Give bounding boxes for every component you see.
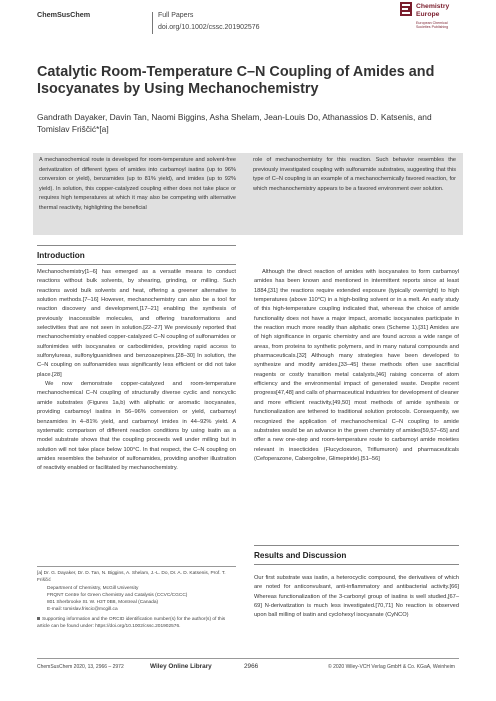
intro-rule-top: [37, 245, 236, 246]
article-type: Full Papers: [158, 12, 194, 19]
footnote-department: Department of Chemistry, McGill University: [47, 585, 139, 591]
article-doi-link[interactable]: doi.org/10.1002/cssc.201902576: [158, 24, 260, 31]
footnote-rule: [37, 566, 236, 567]
introduction-heading: Introduction: [37, 251, 85, 260]
chemistry-europe-logo-icon: [400, 2, 412, 16]
abstract-left-column: A mechanochemical route is developed for room-temperature and solvent-free derivatization of different types of amides into carbamoyl isatins (up to 96% conversion or yield), benzamides (up to 81% yield), and imides (up to 92% yield). In solution, this copper-catalyzed coupling either does not take place or requires high temperatures at which it may also be competing with alternative thermal reactivity, highlighting the beneficial: [39, 157, 236, 211]
left-body-column: [37, 268, 236, 474]
footer-copyright: © 2020 Wiley-VCH Verlag GmbH & Co. KGaA, Weinheim: [328, 664, 455, 670]
paper-title: Catalytic Room-Temperature C–N Coupling of Amides and Isocyanates by Using Mechanochemistry: [37, 64, 435, 97]
supporting-info-icon: [37, 617, 40, 620]
supporting-info-text[interactable]: Supporting information and the ORCID identification number(s) for the author(s) of this article can be found under: https://doi.org/10.1002/cssc.201902576.: [37, 616, 226, 630]
logo-title-line2: Europe: [416, 10, 440, 18]
footer-rule: [37, 658, 459, 659]
intro-rule-bottom: [37, 264, 236, 265]
intro-paragraph-1: Mechanochemistry[1–6] has emerged as a versatile means to conduct reactions without bulk solvents, by shearing, grinding, or milling. Such reactions avoid bulk solvents and heat, offering a greener alternative to solution methods.[7–16] However, mechanochemistry can also be a tool for reaction discovery and development,[17–21] enabling the synthesis of previously inaccessible molecules, and offering transformations and selectivities that are not seen in solution.[22–27] We previously reported that mechanochemistry enabled copper-catalyzed C–N coupling of sulfonamides or sulfonimides with isocyanates or carbodiimides, providing rapid access to sulfonylureas, sulfonylguanidines and benzoazepines.[28–30] In solution, the C–N coupling on sulfonamides was significantly less efficient or did not take place.[28]: [37, 269, 236, 378]
footnote-address: 801 Sherbrooke St. W. H3T 0B8, Montreal (Canada): [47, 600, 159, 606]
right-body-column: [254, 268, 459, 464]
footnote-email[interactable]: E-mail: tomislav.friscic@mcgill.ca: [47, 607, 118, 613]
header-divider: [152, 12, 153, 34]
logo-title-line1: Chemistry: [416, 3, 450, 10]
logo-sub-line1: European Chemical: [416, 21, 448, 25]
footer-citation: ChemSusChem 2020, 13, 2966 – 2972: [37, 664, 124, 670]
results-paragraph: Our first substrate was isatin, a heterocyclic compound, the derivatives of which are noted for anticonvulsant, anti-inflammatory and antibacterial activity.[66] Whereas functionalization of the 3-carbonyl group of isatins is well studied,[67–69] N-derivatization is much less investigated.[70,71] No reaction is observed upon ball milling of isatin and cyclohexyl isocyanate (CyNCO): [254, 575, 459, 619]
right-paragraph-1: Although the direct reaction of amides with isocyanates to form carbamoyl amides has been known and mentioned in intermittent reports since at least 1884,[31] the reactions require extended exposure (typically overnight) to high temperatures (above 110°C) in a high-boiling solvent or in a melt. An early study of this high-temperature coupling indicated that, whereas the choice of amide functionality does not have a major impact, aromatic isocyanates participate in the reaction much more readily than aliphatic ones (Scheme 1).[31] Amides are of high significance in organic chemistry and are found across a wide range of areas, from proteins to synthetic polymers, and in many natural compounds and pharmaceuticals.[32] Although many strategies have been developed to synthesize and modify amides,[33–45] these methods often use sacrificial reagents or costly transition metal catalysts,[46] raising concerns of atom efficiency and the environmental impact of generated waste. Despite recent progress[47,48] and calls of pharmaceutical industries for development of cleaner and more efficient reactivity,[49,50] most methods of amide synthesis or functionalization are tethered to traditional solution protocols. Consequently, we recognized the application of mechanochemical C–N coupling to amide substrates would be an advance in the green chemistry of amides[59,57–65] and offer a new one-step and room-temperature route to carbamoyl amide moieties relevant in insecticides (Flucycloxuron, Triflumuron) and pharmaceuticals (Cefoperazone, Cabergoline, Glimepiride).[51–56]: [254, 269, 459, 462]
footnote-authors: [a] Dr. G. Dayaker, Dr. D. Tan, N. Biggins, A. Shelam, J.-L. Do, Dr. A. D. Katsenis, Prof. T. Friščić: [37, 571, 226, 584]
footnote-centre: FRQNT Centre for Green Chemistry and Catalysis (CCVC/CGCC): [47, 592, 188, 598]
results-discussion-heading: Results and Discussion: [254, 551, 347, 560]
results-rule-bottom: [254, 564, 459, 565]
footer-wiley-online-library[interactable]: Wiley Online Library: [150, 663, 212, 670]
footnote-supporting: [37, 616, 236, 631]
logo-sub-line2: Societies Publishing: [416, 25, 449, 30]
journal-name: ChemSusChem: [37, 10, 91, 19]
logo-subtitle: [416, 21, 448, 29]
intro-paragraph-2: We now demonstrate copper-catalyzed and room-temperature mechanochemical C–N coupling of structurally diverse cyclic and noncyclic amide substrates (Figures 1a,b) with aliphatic or aromatic isocyanates, providing carbamoyl isatins in 56–96% conversion or yield, carbamoyl benzamides in 4–81% yield, and carbamoyl imides in 44–92% yield. A systematic comparison of different reaction conditions by using isatin as a model substrate shows that the coupling proceeds well under milling but in solution will not take place below 100°C. In that respect, the C–N coupling on amides resembles the behavior of sulfonamides, providing another illustration of reactivity enabled or facilitated by mechanochemistry.: [37, 381, 236, 472]
logo-title: [416, 3, 449, 18]
affiliation-footnote: [37, 570, 236, 630]
results-rule-top: [254, 545, 459, 546]
page-number: 2966: [244, 663, 259, 670]
author-list: Gandrath Dayaker, Davin Tan, Naomi Biggins, Asha Shelam, Jean-Louis Do, Athanassios D. Katsenis, and Tomislav Friščić*[a]: [37, 112, 432, 134]
abstract-right-column: role of mechanochemistry for this reaction. Such behavior resembles the previously investigated coupling with sulfonamide substrates, suggesting that this type of C–N coupling is an example of a mechanochemically favored reaction, for which mechanochemistry appears to be a favored environment over solution.: [253, 157, 456, 192]
